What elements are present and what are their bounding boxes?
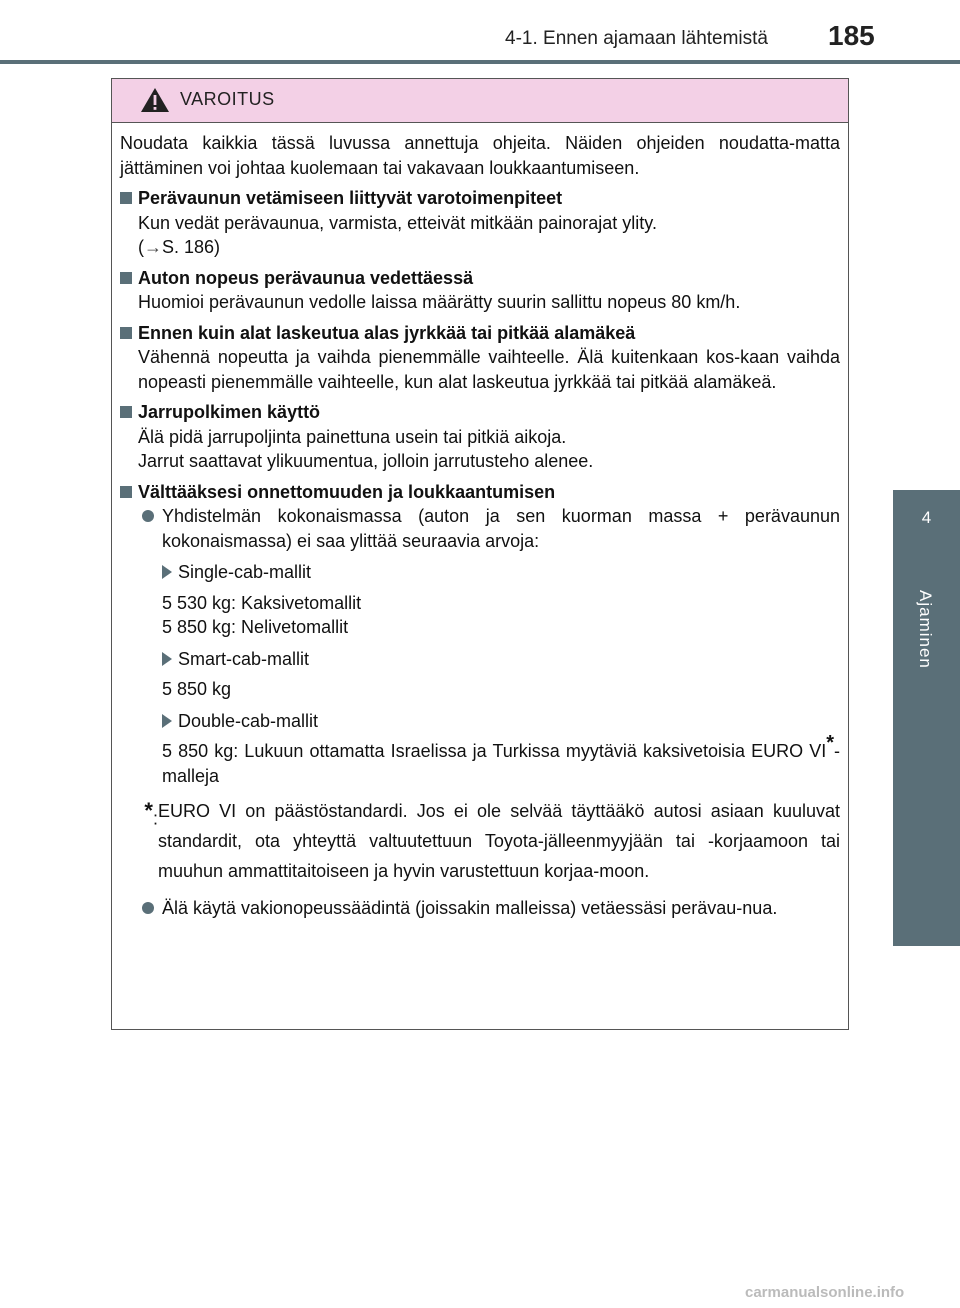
square-bullet-icon — [120, 406, 132, 418]
section-heading-trailer-speed — [120, 266, 840, 291]
model-value-suffix: -malleja — [162, 741, 840, 786]
bullet-text: Älä käytä vakionopeussäädintä (joissakin malleissa) vetäessäsi perävau-nua. — [162, 898, 778, 918]
warning-title: VAROITUS — [180, 89, 275, 109]
section-paragraph: Huomioi perävaunun vedolle laissa määrätty suurin sallittu nopeus 80 km/h. — [138, 292, 741, 312]
arrow-right-icon: → — [144, 237, 162, 257]
model-name: Double-cab-mallit — [178, 710, 319, 731]
square-bullet-icon — [120, 486, 132, 498]
footnote-star: * — [144, 798, 153, 823]
triangle-bullet-icon — [162, 714, 172, 728]
square-bullet-icon — [120, 327, 132, 339]
page-reference[interactable] — [138, 237, 220, 257]
section-heading-text: Jarrupolkimen käyttö — [138, 402, 321, 422]
circle-bullet-icon — [142, 902, 154, 914]
model-name: Smart-cab-mallit — [178, 648, 310, 669]
section-heading-text: Välttääksesi onnettomuuden ja loukkaantumisen — [138, 481, 556, 502]
model-values — [120, 591, 840, 640]
model-name: Single-cab-mallit — [178, 562, 312, 582]
chapter-label: Ajaminen — [916, 590, 935, 669]
bullet-text: Yhdistelmän kokonaismassa (auton ja sen kuorman massa + perävaunun kokonaismassa) ei saa ylittää seuraavia arvoja: — [162, 506, 840, 551]
warning-triangle-icon — [140, 87, 170, 113]
footnote-mark — [128, 796, 158, 886]
section-paragraph: Jarrut saattavat ylikuumentua, jolloin jarrutusteho alenee. — [138, 451, 594, 471]
header-divider — [0, 60, 960, 64]
bullet-item — [120, 896, 840, 921]
model-heading — [120, 647, 840, 672]
footnote-text: EURO VI on päästöstandardi. Jos ei ole selvää täyttääkö autosi asiaan kuuluvat standardit, ota yhteyttä valtuutettuun Toyota-jälleenmyyjään tai -korjaamoon tai muuhun ammattitaitoiseen ja hyvin varustettuun korjaa-moon. — [158, 801, 840, 881]
warning-intro: Noudata kaikkia tässä luvussa annettuja ohjeita. Näiden ohjeiden noudatta-matta jättäminen voi johtaa kuolemaan tai vakavaan loukkaantumiseen. — [120, 133, 840, 178]
section-text — [120, 425, 840, 474]
section-text — [120, 211, 840, 260]
section-heading-text: Auton nopeus perävaunua vedettäessä — [138, 267, 474, 288]
footnote-star: * — [826, 732, 834, 754]
warning-header — [112, 79, 848, 123]
triangle-bullet-icon — [162, 652, 172, 666]
bullet-item — [120, 504, 840, 553]
warning-body — [112, 123, 848, 921]
section-heading-brake-pedal — [120, 400, 840, 425]
model-value: 5 530 kg: Kaksivetomallit — [162, 592, 362, 613]
footnote-colon: : — [152, 808, 158, 829]
page-header-title: 4-1. Ennen ajamaan lähtemistä — [505, 28, 768, 49]
footnote — [120, 796, 840, 886]
model-value: 5 850 kg — [162, 679, 232, 699]
model-heading — [120, 560, 840, 585]
section-heading-avoid-accidents — [120, 480, 840, 505]
square-bullet-icon — [120, 272, 132, 284]
circle-bullet-icon — [142, 510, 154, 522]
ref-paren: ( — [138, 237, 144, 257]
warning-box — [111, 78, 849, 1030]
section-heading-text: Perävaunun vetämiseen liittyvät varotoimenpiteet — [138, 188, 563, 208]
page-number: 185 — [828, 20, 875, 51]
model-value: 5 850 kg: Lukuun ottamatta Israelissa ja Turkissa myytäviä kaksivetoisia EURO VI — [162, 741, 827, 761]
model-values — [120, 732, 840, 788]
model-values — [120, 677, 840, 702]
section-paragraph: Älä pidä jarrupoljinta painettuna usein tai pitkiä aikoja. — [138, 426, 567, 447]
chapter-side-tab — [893, 490, 960, 946]
ref-text: S. 186) — [162, 237, 221, 257]
section-heading-trailer-precautions — [120, 186, 840, 211]
square-bullet-icon — [120, 192, 132, 204]
watermark: carmanualsonline.info — [745, 1284, 905, 1301]
model-heading — [120, 709, 840, 734]
chapter-number: 4 — [921, 508, 932, 527]
section-paragraph: Vähennä nopeutta ja vaihda pienemmälle vaihteelle. Älä kuitenkaan kos-kaan vaihda nopeasti pienemmälle vaihteelle, kun alat laskeutua jyrkkää tai pitkää alamäkeä. — [138, 347, 840, 392]
model-value: 5 850 kg: Nelivetomallit — [162, 617, 349, 637]
section-heading-text: Ennen kuin alat laskeutua alas jyrkkää tai pitkää alamäkeä — [138, 322, 636, 343]
section-heading-downhill — [120, 321, 840, 346]
section-paragraph: Kun vedät perävaunua, varmista, etteivät mitkään painorajat ylity. — [138, 212, 657, 233]
triangle-bullet-icon — [162, 565, 172, 579]
